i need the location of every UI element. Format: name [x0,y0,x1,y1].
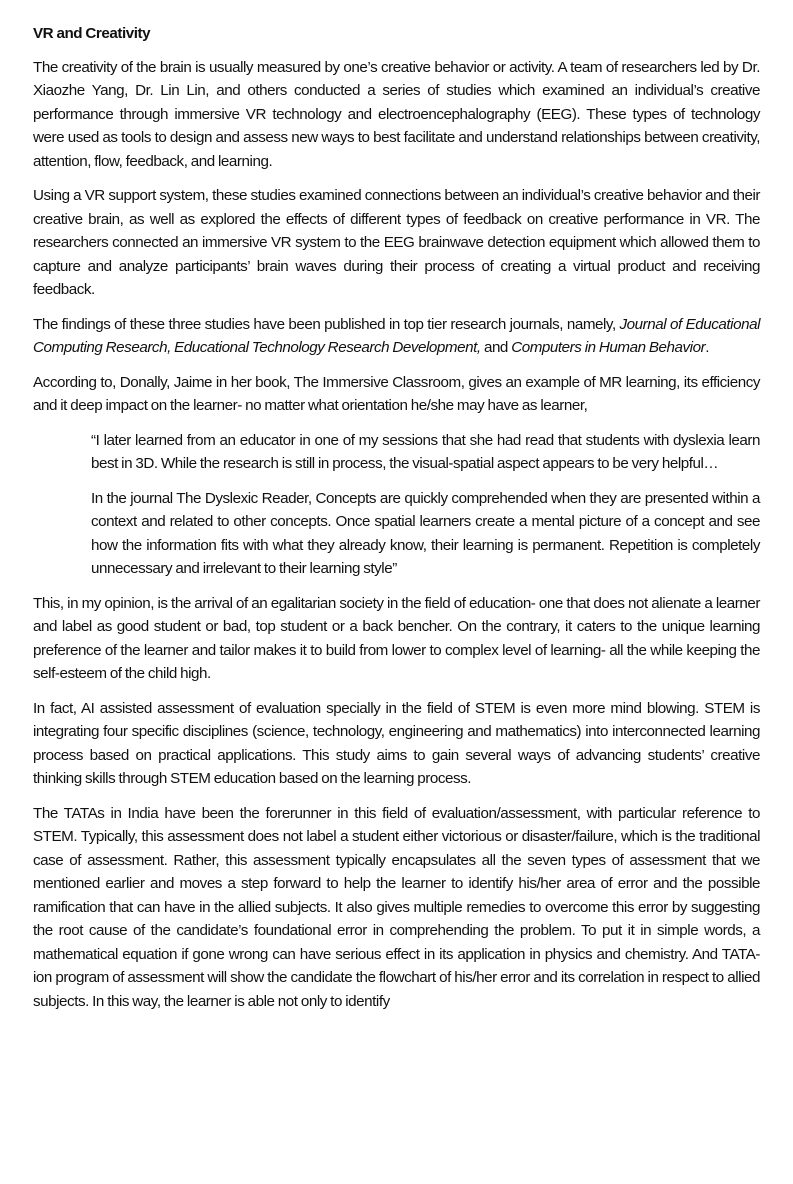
findings-lead-text: The findings of these three studies have been published in top tier research journals, namely, [33,315,620,333]
paragraph-creativity-intro: The creativity of the brain is usually measured by one’s creative behavior or activity. A team of researchers led by Dr. Xiaozhe Yang, Dr. Lin Lin, and others conducted a series of studies which examined an individual’s creative performance through immersive VR technology and electroencephalography (EEG). These types of technology were used as tools to design and assess new ways to best facilitate and understand relationships between creativity, attention, flow, feedback, and learning. [33,58,760,170]
block-quote-dyslexia: “I later learned from an educator in one of my sessions that she had read that students with dyslexia learn best in 3D. While the research is still in process, the visual-spatial aspect appears to be very helpful… [91,431,760,472]
paragraph-immersive-classroom: According to, Donally, Jaime in her book, The Immersive Classroom, gives an example of MR learning, its efficiency and it deep impact on the learner- no matter what orientation he/she may have as learner, [33,373,760,414]
paragraph-vr-support-system: Using a VR support system, these studies examined connections between an individual’s creative behavior and their creative brain, as well as explored the effects of different types of feedback on creative performance in VR. The researchers connected an immersive VR system to the EEG brainwave detection equipment which allowed them to capture and analyze participants’ brain waves during their process of creating a virtual product and receiving feedback. [33,187,760,298]
journal-titles: Journal of Educational Computing Research, Educational Technology Research Development, [33,315,760,356]
paragraph-tata-assessment: The TATAs in India have been the forerunner in this field of evaluation/assessment, with particular reference to STEM. Typically, this assessment does not label a student either victorious or disaster/failure, which is the traditional case of assessment. Rather, this assessment typically encapsulates all the seven types of assessment that we mentioned earlier and moves a step forward to help the learner to identify his/her area of error and the possible ramification that can have in the allied subjects. It also gives multiple remedies to overcome this error by suggesting the root cause of the candidate’s foundational error in comprehending the problem. To put it in simple words, a mathematical equation if gone wrong can have serious effect in its application in physics and chemistry. And TATA-ion program of assessment will show the candidate the flowchart of his/her error and its correlation in respect to allied subjects. In this way, the learner is able not only to identify [33,804,760,1010]
findings-end-text: . [705,339,709,356]
section-heading: VR and Creativity [33,25,151,42]
findings-and-text: and [480,339,512,356]
block-quote-dyslexic-reader: In the journal The Dyslexic Reader, Concepts are quickly comprehended when they are presented within a context and related to other concepts. Once spatial learners create a mental picture of a concept and see how the information fits with what they already know, their learning is permanent. Repetition is completely unnecessary and irrelevant to their learning style” [91,489,760,577]
paragraph-findings-journals [33,313,760,360]
paragraph-egalitarian-society: This, in my opinion, is the arrival of an egalitarian society in the field of education- one that does not alienate a learner and label as good student or bad, top student or a back bencher. On the contrary, it caters to the unique learning preference of the learner and tailor makes it to build from lower to complex level of learning- all the while keeping the self-esteem of the child high. [33,594,760,682]
journal-title-last: Computers in Human Behavior [511,339,706,356]
paragraph-ai-stem-assessment: In fact, AI assisted assessment of evaluation specially in the field of STEM is even more mind blowing. STEM is integrating four specific disciplines (science, technology, engineering and mathematics) into interconnected learning process based on practical applications. This study aims to gain several ways of advancing students’ creative thinking skills through STEM education based on the learning process. [33,699,760,787]
